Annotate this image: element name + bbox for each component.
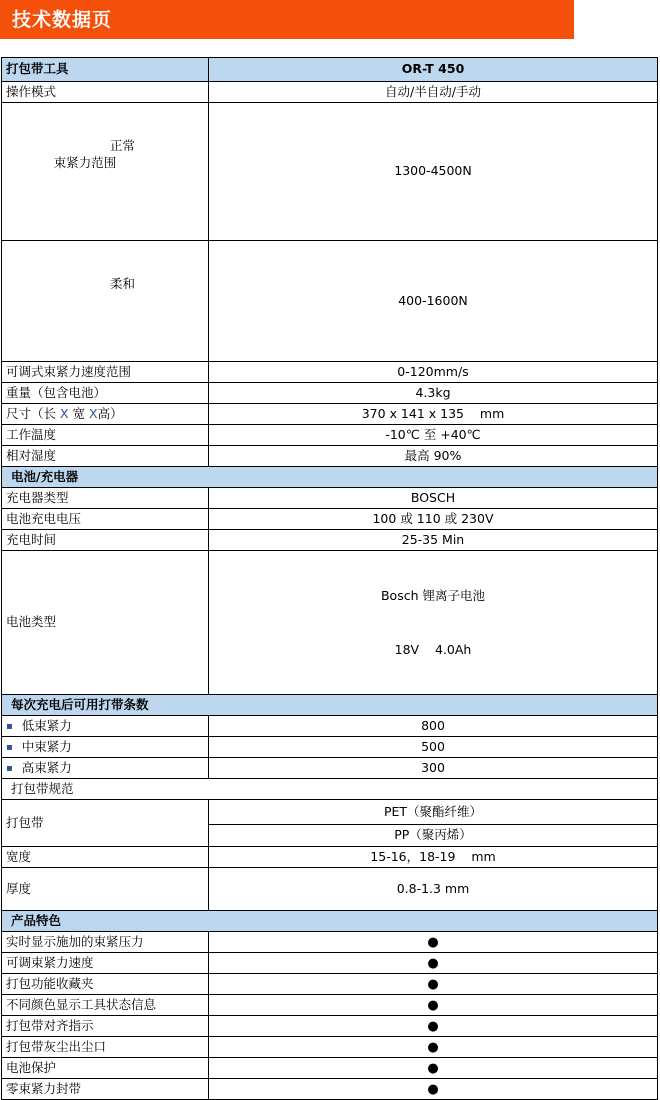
- feature-row: [2, 974, 658, 995]
- row-label: 充电器类型: [2, 488, 209, 509]
- row-value: 1300-4500N: [209, 103, 658, 241]
- row-value: 15-16，18-19 mm: [209, 847, 658, 868]
- spec-row-weight: [2, 383, 658, 404]
- product-header-value: OR-T 450: [209, 58, 658, 82]
- row-value: 0-120mm/s: [209, 362, 658, 383]
- spec-table: [1, 57, 658, 1100]
- section-title: 产品特色: [2, 911, 658, 932]
- row-value: 500: [209, 737, 658, 758]
- table-header-row: [2, 58, 658, 82]
- row-sublabel: 正常: [110, 137, 136, 153]
- spec-row-tension-range-normal: [2, 103, 658, 241]
- row-value: 370 x 141 x 135 mm: [209, 404, 658, 425]
- row-label: 高束紧力: [21, 759, 72, 775]
- row-label: 宽度: [2, 847, 209, 868]
- feature-row: [2, 1037, 658, 1058]
- row-value: 100 或 110 或 230V: [209, 509, 658, 530]
- feature-label: 打包带灰尘出尘口: [2, 1037, 209, 1058]
- title-banner: [0, 0, 574, 39]
- row-label: 电池类型: [2, 551, 209, 695]
- feature-label: 实时显示施加的束紧压力: [2, 932, 209, 953]
- row-value: PP（聚丙烯）: [209, 825, 658, 847]
- row-value: 0.8-1.3 mm: [209, 868, 658, 911]
- row-label: 可调式束紧力速度范围: [2, 362, 209, 383]
- row-label: 尺寸（长 X 宽 X高）: [2, 404, 209, 425]
- feature-row: [2, 932, 658, 953]
- spec-row-tension-range-soft: [2, 241, 658, 362]
- row-value: 25-35 Min: [209, 530, 658, 551]
- spec-row-operating-temp: [2, 425, 658, 446]
- feature-row: [2, 995, 658, 1016]
- row-label: 电池充电电压: [2, 509, 209, 530]
- row-value: 400-1600N: [209, 241, 658, 362]
- dimension-x-separator: X: [59, 405, 69, 421]
- row-label: 工作温度: [2, 425, 209, 446]
- row-label: 低束紧力: [21, 717, 72, 733]
- feature-dot-icon: ●: [427, 1081, 439, 1097]
- spec-row-charge-voltage: [2, 509, 658, 530]
- spec-row-dimensions: [2, 404, 658, 425]
- bullet-icon: ▪: [6, 762, 13, 774]
- row-label: 厚度: [2, 868, 209, 911]
- feature-label: 零束紧力封带: [2, 1079, 209, 1100]
- feature-label: 不同颜色显示工具状态信息: [2, 995, 209, 1016]
- section-title: 每次充电后可用打带条数: [2, 695, 658, 716]
- row-label: 中束紧力: [21, 738, 72, 754]
- feature-dot-icon: ●: [427, 1018, 439, 1034]
- section-title: 电池/充电器: [2, 467, 658, 488]
- row-label: 重量（包含电池）: [2, 383, 209, 404]
- row-label: 相对湿度: [2, 446, 209, 467]
- row-label: 打包带: [2, 800, 209, 847]
- feature-row: [2, 1016, 658, 1037]
- row-value: -10℃ 至 +40℃: [209, 425, 658, 446]
- row-value: BOSCH: [209, 488, 658, 509]
- feature-row: [2, 1058, 658, 1079]
- spec-row-charge-time: [2, 530, 658, 551]
- spec-row-operation-mode: [2, 82, 658, 103]
- feature-dot-icon: ●: [427, 1060, 439, 1076]
- feature-dot-icon: ●: [427, 976, 439, 992]
- spec-row-battery-type: [2, 551, 658, 695]
- row-value: 4.3kg: [209, 383, 658, 404]
- feature-label: 电池保护: [2, 1058, 209, 1079]
- feature-row: [2, 953, 658, 974]
- bullet-icon: ▪: [6, 741, 13, 753]
- spec-row-cycles-low: [2, 716, 658, 737]
- product-header-label: 打包带工具: [2, 58, 209, 82]
- row-value-line1: Bosch 锂离子电池: [380, 587, 485, 603]
- feature-label: 打包功能收藏夹: [2, 974, 209, 995]
- feature-label: 打包带对齐指示: [2, 1016, 209, 1037]
- spec-row-charger-type: [2, 488, 658, 509]
- spec-row-cycles-high: [2, 758, 658, 779]
- row-value: 自动/半自动/手动: [209, 82, 658, 103]
- row-label: 充电时间: [2, 530, 209, 551]
- bullet-icon: ▪: [6, 720, 13, 732]
- spec-row-relative-humidity: [2, 446, 658, 467]
- spec-row-strap-thickness: [2, 868, 658, 911]
- row-label: 束紧力范围: [53, 154, 117, 170]
- feature-dot-icon: ●: [427, 1039, 439, 1055]
- section-header-strap-spec: [2, 779, 658, 800]
- row-label: 操作模式: [2, 82, 209, 103]
- feature-row: [2, 1079, 658, 1100]
- section-title: 打包带规范: [2, 779, 658, 800]
- row-value: 800: [209, 716, 658, 737]
- feature-dot-icon: ●: [427, 997, 439, 1013]
- spec-row-strap-pet: [2, 800, 658, 825]
- page-title: 技术数据页: [12, 9, 113, 31]
- section-header-cycles: [2, 695, 658, 716]
- feature-dot-icon: ●: [427, 934, 439, 950]
- row-value: 300: [209, 758, 658, 779]
- row-value: 最高 90%: [209, 446, 658, 467]
- section-header-features: [2, 911, 658, 932]
- spec-row-cycles-mid: [2, 737, 658, 758]
- row-sublabel: 柔和: [110, 275, 136, 291]
- row-value-line2: 18V 4.0Ah: [394, 641, 472, 657]
- feature-label: 可调束紧力速度: [2, 953, 209, 974]
- dimension-x-separator: X: [89, 405, 98, 421]
- section-header-battery: [2, 467, 658, 488]
- row-value: PET（聚酯纤维）: [209, 800, 658, 825]
- spec-row-strap-width: [2, 847, 658, 868]
- spec-row-tension-speed: [2, 362, 658, 383]
- feature-dot-icon: ●: [427, 955, 439, 971]
